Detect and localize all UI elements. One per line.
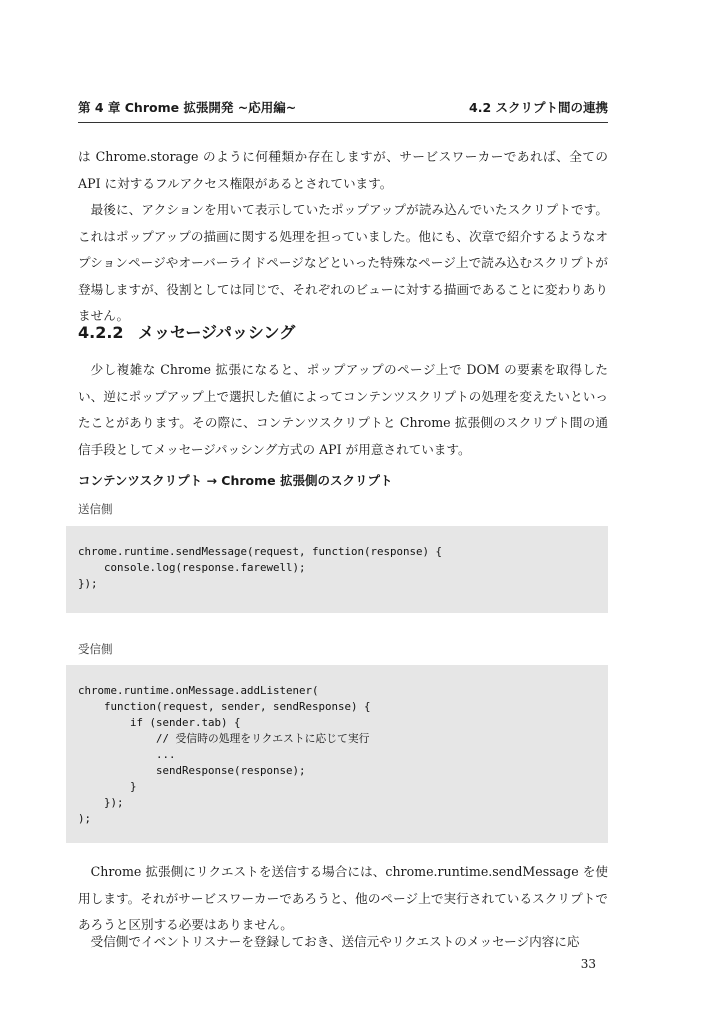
code-line: function(request, sender, sendResponse) { [78, 700, 371, 713]
code-line: }); [78, 796, 124, 809]
code-line: ... [78, 748, 176, 761]
closing-paragraph-2: 受信側でイベントリスナーを登録しておき、送信元やリクエストのメッセージ内容に応 [90, 934, 580, 949]
sender-code-block [66, 526, 608, 613]
section-paragraph: 少し複雑な Chrome 拡張になると、ポップアップのページ上で DOM の要素を取得したい、逆にポップアップ上で選択した値によってコンテンツスクリプトの処理を変えたいといったことがあります。その際に、コンテンツスクリプトと Chrome 拡張側のスクリプト間の通信手段としてメッセージパッシング方式の API が用意されています。 [78, 362, 608, 457]
closing-paragraph-1: Chrome 拡張側にリクエストを送信する場合には、chrome.runtime.sendMessage を使用します。それがサービスワーカーであろうと、他のページ上で実行されているスクリプトであろうと区別する必要はありません。 [78, 864, 608, 932]
section-title: 4.2 スクリプト間の連携 [469, 100, 608, 115]
section-heading-title: メッセージパッシング [138, 323, 296, 342]
code-line: } [78, 780, 137, 793]
code-line: ); [78, 812, 92, 825]
code-line: chrome.runtime.onMessage.addListener( [78, 684, 319, 697]
code-line: console.log(response.farewell); [78, 561, 306, 574]
page-number: 33 [580, 957, 596, 971]
receiver-label: 受信側 [78, 642, 113, 656]
code-line: sendResponse(response); [78, 764, 306, 777]
code-line: }); [78, 577, 98, 590]
section-number: 4.2.2 [78, 323, 124, 342]
code-line: // 受信時の処理をリクエストに応じて実行 [78, 732, 370, 745]
chapter-title: 第 4 章 Chrome 拡張開発 ~応用編~ [78, 100, 297, 115]
intro-paragraph-2: 最後に、アクションを用いて表示していたポップアップが読み込んでいたスクリプトです。これはポップアップの描画に関する処理を担っていました。他にも、次章で紹介するようなオプションページやオーバーライドページなどといった特殊なページ上で読み込むスクリプトが登場しますが、役割としては同じで、それぞれのビューに対する描画であることに変わりありません。 [78, 202, 608, 323]
section-heading [78, 322, 608, 344]
code-line: chrome.runtime.sendMessage(request, function(response) { [78, 545, 443, 558]
intro-paragraph-1: は Chrome.storage のように何種類か存在しますが、サービスワーカーであれば、全ての API に対するフルアクセス権限があるとされています。 [78, 149, 608, 191]
subsection-heading: コンテンツスクリプト → Chrome 拡張側のスクリプト [78, 473, 393, 488]
code-line: if (sender.tab) { [78, 716, 241, 729]
receiver-code-block [66, 665, 608, 843]
sender-label: 送信側 [78, 502, 113, 516]
running-header [78, 100, 608, 123]
